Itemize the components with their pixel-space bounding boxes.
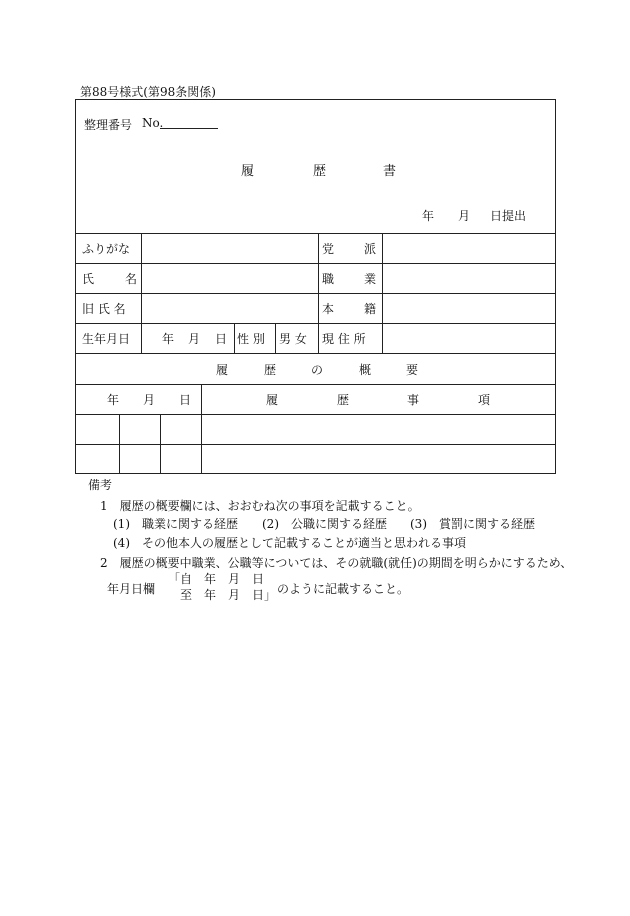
- history-day-field[interactable]: [161, 445, 200, 473]
- occupation-label-char: 業: [364, 272, 377, 286]
- col-divider: [234, 323, 235, 353]
- note-item-2-end: のように記載すること。: [277, 582, 410, 596]
- occupation-label-char: 職: [322, 272, 335, 286]
- col-items-header-char: 歴: [337, 393, 350, 407]
- note-bracket-line-2: 至 年 月 日」: [180, 588, 277, 602]
- form-title: 第88号様式(第98条関係): [80, 85, 216, 99]
- note-item-1-sub-4: (4) その他本人の履歴として記載することが適当と思われる事項: [113, 536, 467, 550]
- col-items-header-char: 事: [407, 393, 420, 407]
- notes-heading: 備考: [88, 478, 113, 492]
- history-title-char: 要: [406, 363, 419, 377]
- col-divider: [318, 233, 319, 353]
- furigana-field[interactable]: [142, 234, 317, 262]
- history-month-field[interactable]: [120, 445, 159, 473]
- address-label: 現 住 所: [322, 332, 366, 346]
- name-label-char: 氏: [82, 272, 95, 286]
- address-field[interactable]: [383, 324, 555, 352]
- history-title-char: 履: [216, 363, 229, 377]
- doc-title-char: 書: [383, 164, 397, 179]
- history-title-char: の: [311, 363, 324, 377]
- sex-label: 性 別: [237, 332, 265, 346]
- note-item-1: 1 履歴の概要欄には、おおむね次の事項を記載すること。: [100, 499, 420, 513]
- party-label-char: 党: [322, 242, 335, 256]
- col-year-header: 年: [107, 393, 120, 407]
- history-title-char: 概: [359, 363, 372, 377]
- domicile-label-char: 籍: [364, 302, 377, 316]
- date-submitted-label: 日提出: [490, 209, 527, 223]
- doc-title-char: 履: [241, 164, 255, 179]
- sex-values[interactable]: 男 女: [279, 332, 307, 346]
- birth-month-label: 月: [188, 332, 201, 346]
- note-item-1-sub-3: (3) 賞罰に関する経歴: [410, 517, 535, 531]
- history-month-field[interactable]: [120, 415, 159, 443]
- history-item-field[interactable]: [202, 445, 555, 473]
- history-year-field[interactable]: [77, 415, 118, 443]
- history-item-field[interactable]: [202, 415, 555, 443]
- row-divider: [76, 353, 555, 354]
- birth-day-label: 日: [215, 332, 228, 346]
- date-year-label: 年: [422, 209, 435, 223]
- col-items-header-char: 項: [478, 393, 491, 407]
- date-month-label: 月: [458, 209, 471, 223]
- birth-year-label: 年: [162, 332, 175, 346]
- col-divider: [275, 323, 276, 353]
- party-field[interactable]: [383, 234, 555, 262]
- resume-form: [75, 99, 556, 474]
- name-field[interactable]: [142, 264, 317, 292]
- history-title-char: 歴: [264, 363, 277, 377]
- col-month-header: 月: [143, 393, 156, 407]
- number-prefix: No.: [142, 116, 164, 130]
- row-divider: [76, 384, 555, 385]
- note-item-2-label: 年月日欄: [107, 582, 156, 596]
- note-item-1-sub-1: (1) 職業に関する経歴: [113, 517, 238, 531]
- col-items-header-char: 履: [266, 393, 279, 407]
- domicile-field[interactable]: [383, 294, 555, 322]
- history-year-field[interactable]: [77, 445, 118, 473]
- furigana-label: ふりがな: [82, 242, 131, 256]
- former-name-label: 旧 氏 名: [82, 302, 126, 316]
- history-day-field[interactable]: [161, 415, 200, 443]
- doc-title-char: 歴: [313, 164, 327, 179]
- note-item-2: 2 履歴の概要中職業、公職等については、その就職(就任)の期間を明らかにするため、: [100, 556, 573, 570]
- domicile-label-char: 本: [322, 302, 335, 316]
- birthdate-label: 生年月日: [82, 332, 131, 346]
- col-day-header: 日: [179, 393, 192, 407]
- note-bracket-line-1: 「自 年 月 日: [168, 572, 265, 586]
- note-item-1-sub-2: (2) 公職に関する経歴: [262, 517, 387, 531]
- name-label-char: 名: [125, 272, 138, 286]
- party-label-char: 派: [364, 242, 377, 256]
- number-field[interactable]: [160, 114, 218, 129]
- number-label: 整理番号: [84, 118, 133, 132]
- former-name-field[interactable]: [142, 294, 317, 322]
- occupation-field[interactable]: [383, 264, 555, 292]
